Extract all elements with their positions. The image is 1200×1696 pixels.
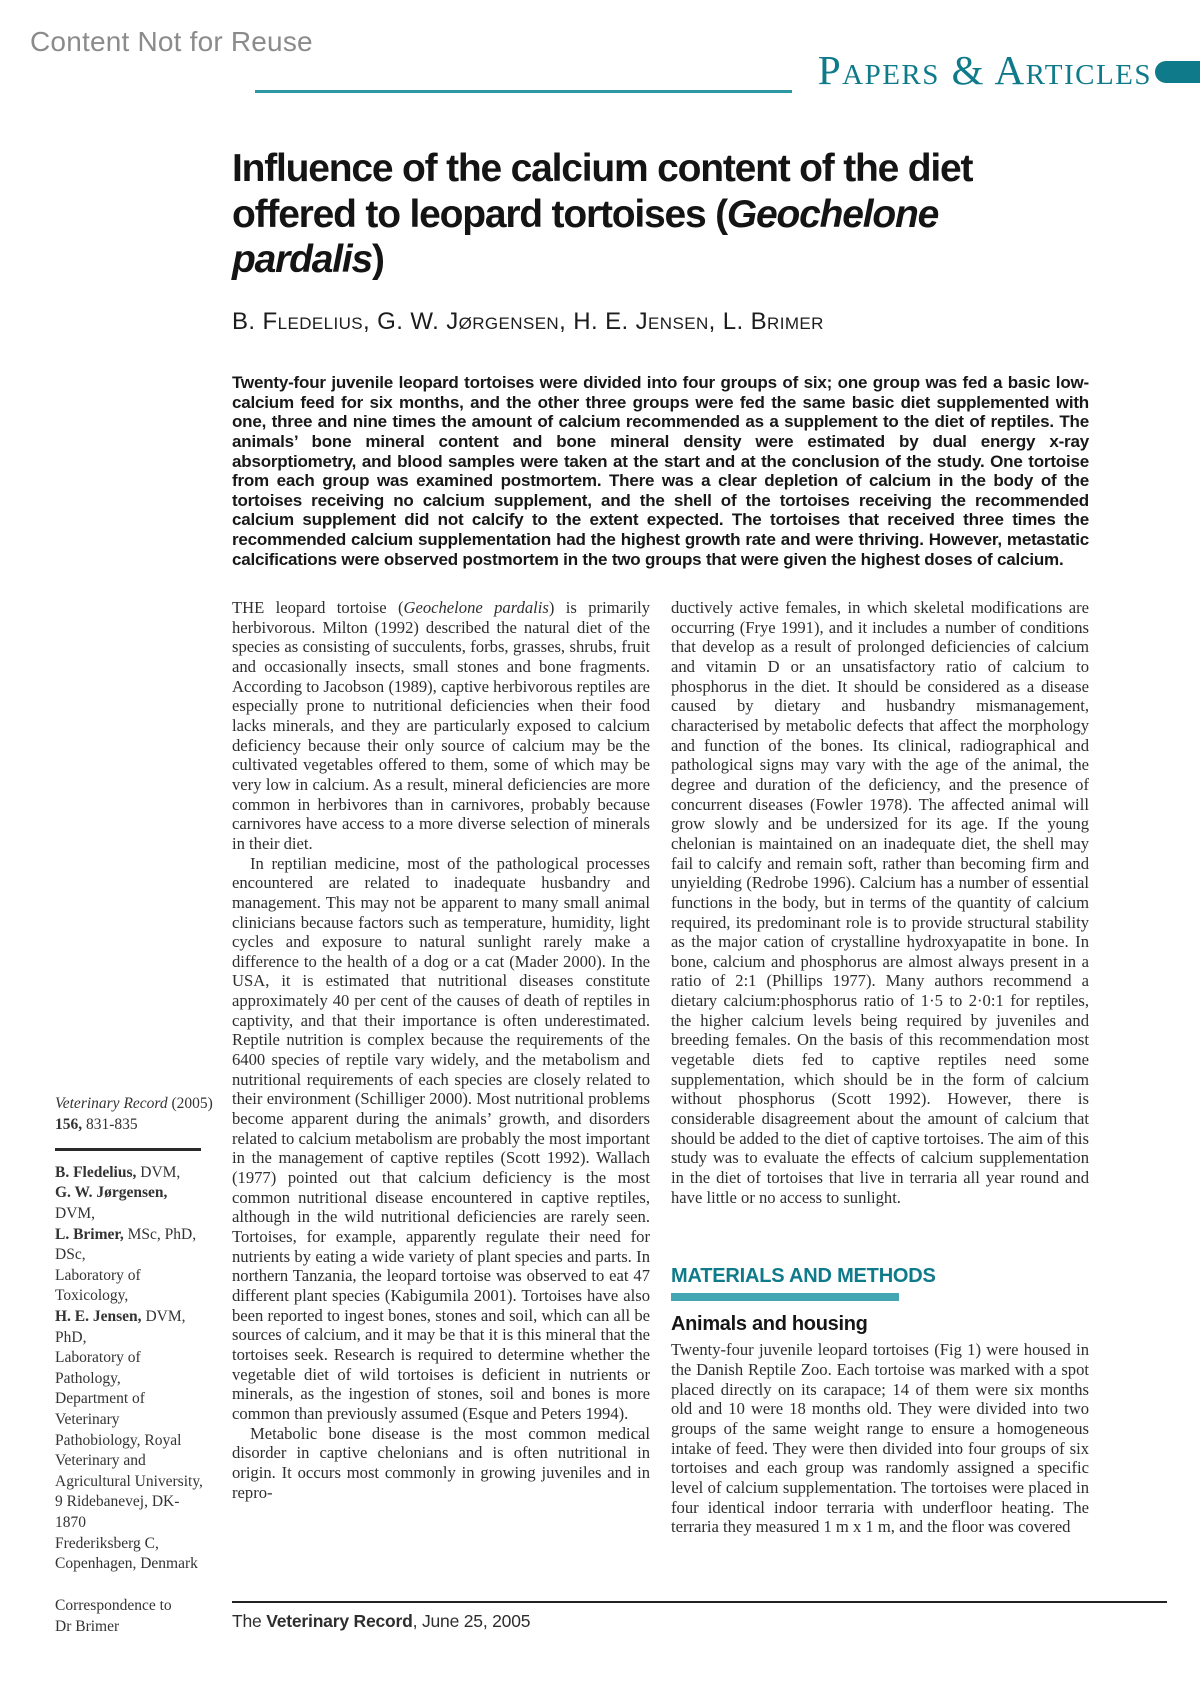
sidebar xyxy=(55,1094,213,1637)
body-paragraph: Twenty-four juvenile leopard tortoises (Fig 1) were housed in the Danish Reptile Zoo. Each tortoise was marked with a spot placed directly on its carapace; 14 of them were six months old and 10 were 18 months old. They were divided into two groups of the same weight range to ensure a homogeneous intake of feed. They were then divided into four groups of six tortoises and each group was randomly assigned a specific level of calcium supplementation. The tortoises were placed in four identical indoor terraria with underfloor heating. The terraria they measured 1 m x 1 m, and the floor was covered xyxy=(671,1340,1089,1537)
body-paragraph: In reptilian medicine, most of the pathological processes encountered are related to inadequate husbandry and management. This may not be apparent to many small animal clinicians because factors such as temperature, humidity, light cycles and exposure to natural sunlight rarely make a difference to the health of a dog or a cat (Mader 2000). In the USA, it is estimated that nutritional diseases constitute approximately 40 per cent of the causes of death of reptiles in captivity, and that their importance is often underestimated. Reptile nutrition is complex because the requirements of the 6400 species of reptile vary widely, and the metabolism and nutritional requirements of each species are closely related to their environment (Schilliger 2000). Most nutritional problems become apparent during the animals’ growth, and disorders related to calcium metabolism are probably the most important in the management of captive reptiles (Scott 1992). Wallach (1977) pointed out that calcium deficiency is the most common nutritional disease encountered in captive reptiles, although in the wild nutritional deficiencies are rarely seen. Tortoises, for example, apparently regulate their need for nutrients by eating a wide variety of plant species and parts. In northern Tanzania, the leopard tortoise was observed to eat 47 different plant species (Kabigumila 2001). Tortoises have also been reported to ingest bones, stones and soil, which can all be sources of calcium, and it may be that it is this mineral that the tortoises seek. Research is required to determine whether the vegetable diet of wild tortoises is deficient in nutrients or minerals, as the ingestion of stones, soil and bones is more common than previously assumed (Esque and Peters 1994). xyxy=(232,853,650,1423)
affiliation-line: Laboratory of Toxicology, xyxy=(55,1266,141,1305)
affiliations-block xyxy=(55,1163,207,1575)
body-paragraph: ductively active females, in which skeletal modifications are occurring (Frye 1991), and it includes a number of conditions that develop as a result of prolonged deficiencies of calcium and vitamin D or an unsatisfactory ratio of calcium to phosphorus in the diet. It should be considered as a disease caused by dietary and husbandry mismanagement, characterised by metabolic defects that affect the morphology and function of the bones. Its clinical, radiographical and pathological signs may vary with the age of the animal, the degree and duration of the deficiency, and the presence of concurrent diseases (Fowler 1978). The affected animal will grow slowly and be undersized for its age. If the young chelonian is maintained on an inadequate diet, the shell may fail to calcify and remain soft, rather than becoming firm and unyielding (Redrobe 1996). Calcium has a number of essential functions in the body, but in terms of the quantity of calcium required, its predominant role is to provide structural stability as the major cation of crystalline hydroxyapatite in bone. In bone, calcium and phosphorus are almost always present in a ratio of 2:1 (Phillips 1977). Many authors recommend a dietary calcium:phosphorus ratio of 1·5 to 2·0:1 for reptiles, the higher calcium levels being required by juveniles and breeding females. On the basis of this recommendation most vegetable diets fed to captive reptiles need some supplementation, which should be in the form of calcium without phosphorus (Scott 1992). However, there is considerable disagreement about the amount of calcium that should be added to the diet of captive tortoises. The aim of this study was to evaluate the effects of calcium supplementation in the diet of tortoises that live in terraria all year round and have little or no access to sunlight. xyxy=(671,598,1089,1207)
sidebar-divider xyxy=(55,1148,201,1151)
correspondence-label: Correspondence to xyxy=(55,1596,172,1614)
article-title: Influence of the calcium content of the diet offered to leopard tortoises (Geochelone pardalis) xyxy=(232,147,973,282)
body-paragraph: THE leopard tortoise (Geochelone pardalis) is primarily herbivorous. Milton (1992) described the natural diet of the species as consisting of succulents, forbs, grasses, shrubs, fruit and occasionally insects, small stones and bone fragments. According to Jacobson (1989), captive herbivorous reptiles are especially prone to nutritional deficiencies when their food lacks minerals, and they are particularly exposed to calcium deficiency because their only source of calcium may be the cultivated vegetables offered to them, some of which may be very low in calcium. As a result, mineral deficiencies are more common in herbivores than in carnivores, probably because carnivores have access to a more diverse selection of minerals in their diet. xyxy=(232,598,650,853)
section-heading-bar xyxy=(671,1293,899,1301)
left-column xyxy=(232,598,650,1537)
affiliation-line: B. Fledelius, DVM, xyxy=(55,1163,181,1181)
affiliation-line: Frederiksberg C, xyxy=(55,1534,159,1552)
affiliation-line: Copenhagen, Denmark xyxy=(55,1555,198,1573)
correspondence-name: Dr Brimer xyxy=(55,1617,120,1635)
affiliation-line: G. W. Jørgensen, DVM, xyxy=(55,1184,168,1222)
right-column xyxy=(671,598,1089,1537)
section-banner-title: Papers & Articles xyxy=(817,47,1152,93)
correspondence-block xyxy=(55,1596,207,1637)
materials-methods-heading: MATERIALS AND METHODS xyxy=(671,1265,936,1288)
affiliation-line: Department of Veterinary xyxy=(55,1390,145,1429)
affiliation-line: Veterinary and xyxy=(55,1452,146,1470)
banner-rule xyxy=(255,90,792,93)
authors-line: B. Fledelius, G. W. Jørgensen, H. E. Jensen, L. Brimer xyxy=(232,308,824,335)
body-paragraph: Metabolic bone disease is the most common medical disorder in captive chelonians and is often nutritional in origin. It occurs most commonly in growing juveniles and in repro- xyxy=(232,1423,650,1502)
affiliation-line: Agricultural University, xyxy=(55,1472,203,1490)
animals-housing-subheading: Animals and housing xyxy=(671,1313,868,1336)
affiliation-line: Pathobiology, Royal xyxy=(55,1431,182,1449)
affiliation-line: H. E. Jensen, DVM, PhD, xyxy=(55,1307,186,1346)
citation-journal: Veterinary Record (2005) xyxy=(55,1095,213,1112)
citation-volume-pages: 156, 831-835 xyxy=(55,1115,138,1133)
footer-citation: The Veterinary Record, June 25, 2005 xyxy=(232,1611,531,1631)
affiliation-line: Laboratory of Pathology, xyxy=(55,1349,141,1387)
body-columns xyxy=(232,598,1089,1537)
affiliation-line: 9 Ridebanevej, DK-1870 xyxy=(55,1493,180,1532)
banner-pill-icon xyxy=(1155,61,1200,83)
footer-rule xyxy=(232,1601,1167,1603)
content-reuse-watermark: Content Not for Reuse xyxy=(30,26,313,57)
abstract: Twenty-four juvenile leopard tortoises were divided into four groups of six; one group was fed a basic low-calcium feed for six months, and the other three groups were fed the same basic diet supplemented with one, three and nine times the amount of calcium recommended as a supplement to the diet of reptiles. The animals’ bone mineral content and bone mineral density were estimated by dual energy x-ray absorptiometry, and blood samples were taken at the start and at the conclusion of the study. One tortoise from each group was examined postmortem. There was a clear depletion of calcium in the body of the tortoises receiving no calcium supplement, and the shell of the tortoises receiving the recommended calcium supplement did not calcify to the extent expected. The tortoises that received three times the recommended calcium supplementation had the highest growth rate and were thriving. However, metastatic calcifications were observed postmortem in the two groups that were given the highest doses of calcium. xyxy=(232,373,1089,569)
affiliation-line: L. Brimer, MSc, PhD, DSc, xyxy=(55,1225,197,1264)
